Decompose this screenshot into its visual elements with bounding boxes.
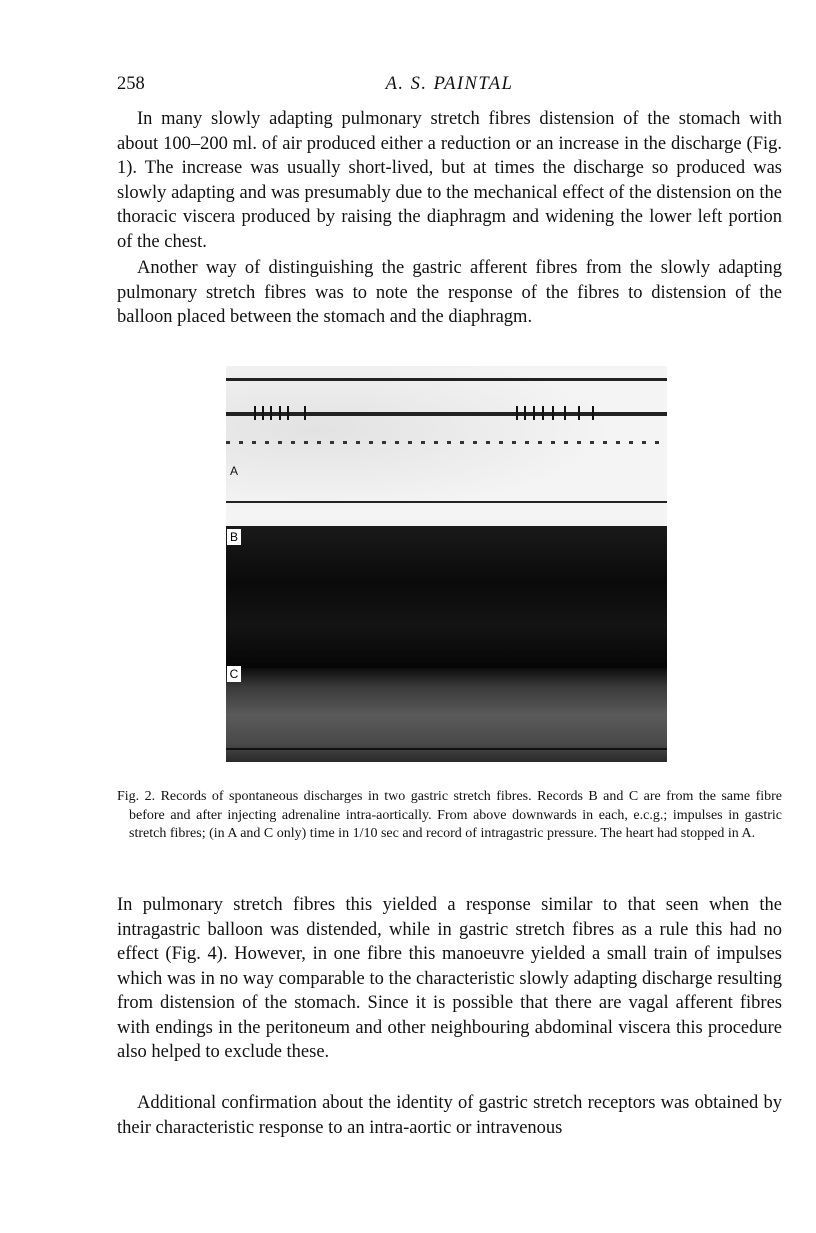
pressure-trace [226,501,667,503]
record-panel-c [226,668,667,762]
figure-caption: Fig. 2. Records of spontaneous discharges in two gastric stretch fibres. Records B and C are from the same fibre before and after injecting adrenaline intra-aortically. From above downwards in each, e.c.g.; impulses in gastric stretch fibres; (in A and C only) time in 1/10 sec and record of intragastric pressure. The heart had stopped in A. [117,789,782,841]
impulse-spikes [226,406,667,420]
pressure-trace-c [226,748,667,750]
panel-label-c: C [227,666,241,682]
record-panel-b [226,526,667,668]
time-marker-trace [226,441,667,444]
running-head: A. S. PAINTAL [385,74,514,94]
paragraph-4: Additional confirmation about the identity of gastric stretch receptors was obtained by their characteristic response to an intra-aortic or intravenous [117,1093,782,1138]
ecg-trace [226,378,667,381]
page-number: 258 [117,74,145,94]
paragraph-2: Another way of distinguishing the gastric afferent fibres from the slowly adapting pulmonary stretch fibres was to note the response of the fibres to distension of the balloon placed between the stomach and the diaphragm. [117,258,782,327]
panel-label-b: B [227,529,241,545]
panel-label-a: A [229,464,238,478]
paragraph-1: In many slowly adapting pulmonary stretch fibres distension of the stomach with about 100–200 ml. of air produced either a reduction or an increase in the discharge (Fig. 1). The increase was usually short-lived, but at times the discharge so produced was slowly adapting and was presumably due to the mechanical effect of the distension on the thoracic viscera produced by raising the diaphragm and widening the lower left portion of the chest. [117,109,782,252]
record-panel-a [226,366,667,526]
paragraph-3: In pulmonary stretch fibres this yielded a response similar to that seen when the intragastric balloon was distended, while in gastric stretch fibres as a rule this had no effect (Fig. 4). However, in one fibre this manoeuvre yielded a small train of impulses which was in no way comparable to the characteristic slowly adapting discharge resulting from distension of the stomach. Since it is possible that there are vagal afferent fibres with endings in the peritoneum and other neighbouring abdominal viscera this procedure also helped to exclude these. [117,895,782,1062]
page-header [117,74,782,100]
figure-2-records [226,366,667,762]
